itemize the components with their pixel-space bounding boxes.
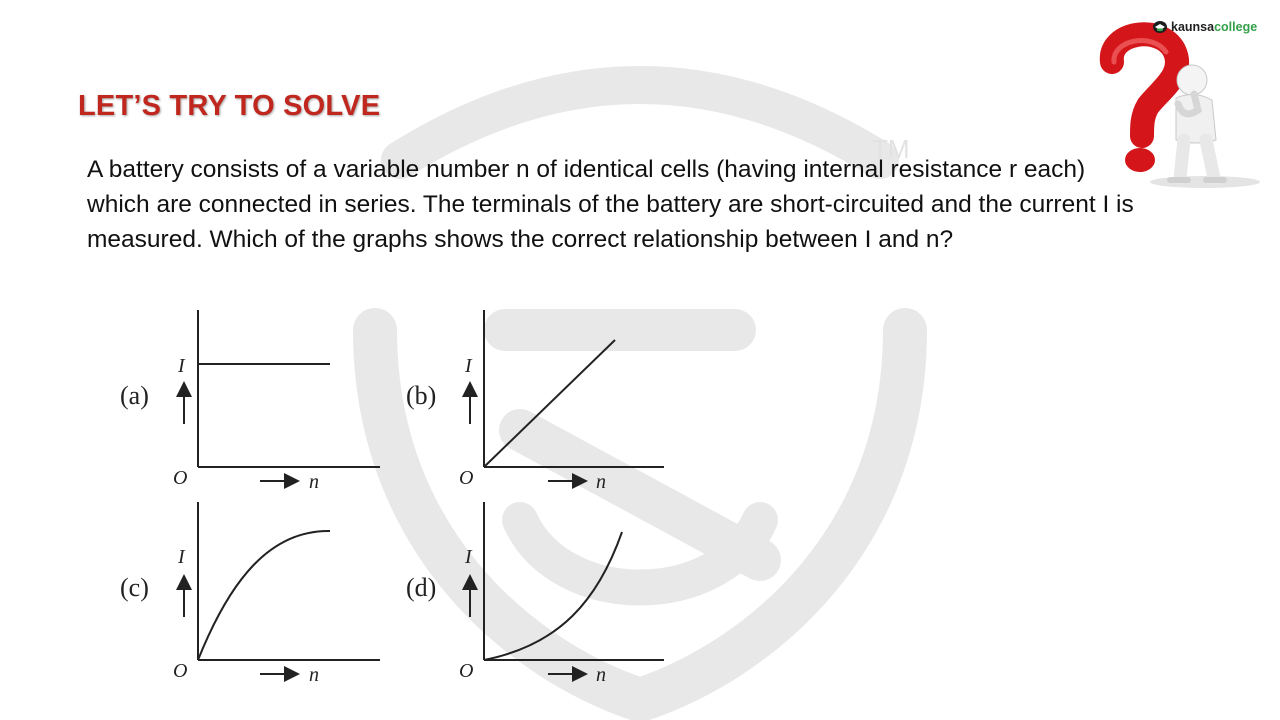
slide-title: LET’S TRY TO SOLVE [78, 90, 381, 122]
graph-d-option-label: (d) [406, 573, 437, 602]
graph-b-origin-label: O [459, 467, 474, 489]
graph-c-y-label: I [178, 546, 185, 568]
brand-logo [1152, 17, 1257, 37]
graph-a-option-label: (a) [120, 381, 149, 410]
graph-a-x-label: n [309, 471, 319, 493]
graph-b-y-label: I [465, 355, 472, 377]
graph-c-curve [198, 531, 330, 660]
graph-d-curve [484, 532, 622, 660]
graph-c-origin-label: O [173, 660, 188, 682]
graph-b [470, 310, 664, 481]
question-text: A battery consists of a variable number n of identical cells (having internal resistance r each) which are connected in series. The terminals of the battery are short-circuited and the current I is measured. Which of the graphs shows the correct relationship between I and n? [87, 156, 1134, 253]
graph-b-option-label: (b) [406, 381, 437, 410]
graph-c-option-label: (c) [120, 573, 149, 602]
graph-d-x-label: n [596, 664, 606, 686]
watermark-tm: TM [872, 134, 910, 164]
graph-a-origin-label: O [173, 467, 188, 489]
graph-a [184, 310, 380, 481]
graph-d [470, 502, 664, 674]
brand-name: kaunsacollege [1171, 20, 1258, 34]
graph-c-x-label: n [309, 664, 319, 686]
graph-c [184, 502, 380, 674]
graph-a-y-label: I [178, 355, 185, 377]
graduation-cap-icon [1152, 20, 1168, 34]
graph-b-x-label: n [596, 471, 606, 493]
graph-b-curve [484, 340, 615, 467]
graph-d-origin-label: O [459, 660, 474, 682]
graph-d-y-label: I [465, 546, 472, 568]
